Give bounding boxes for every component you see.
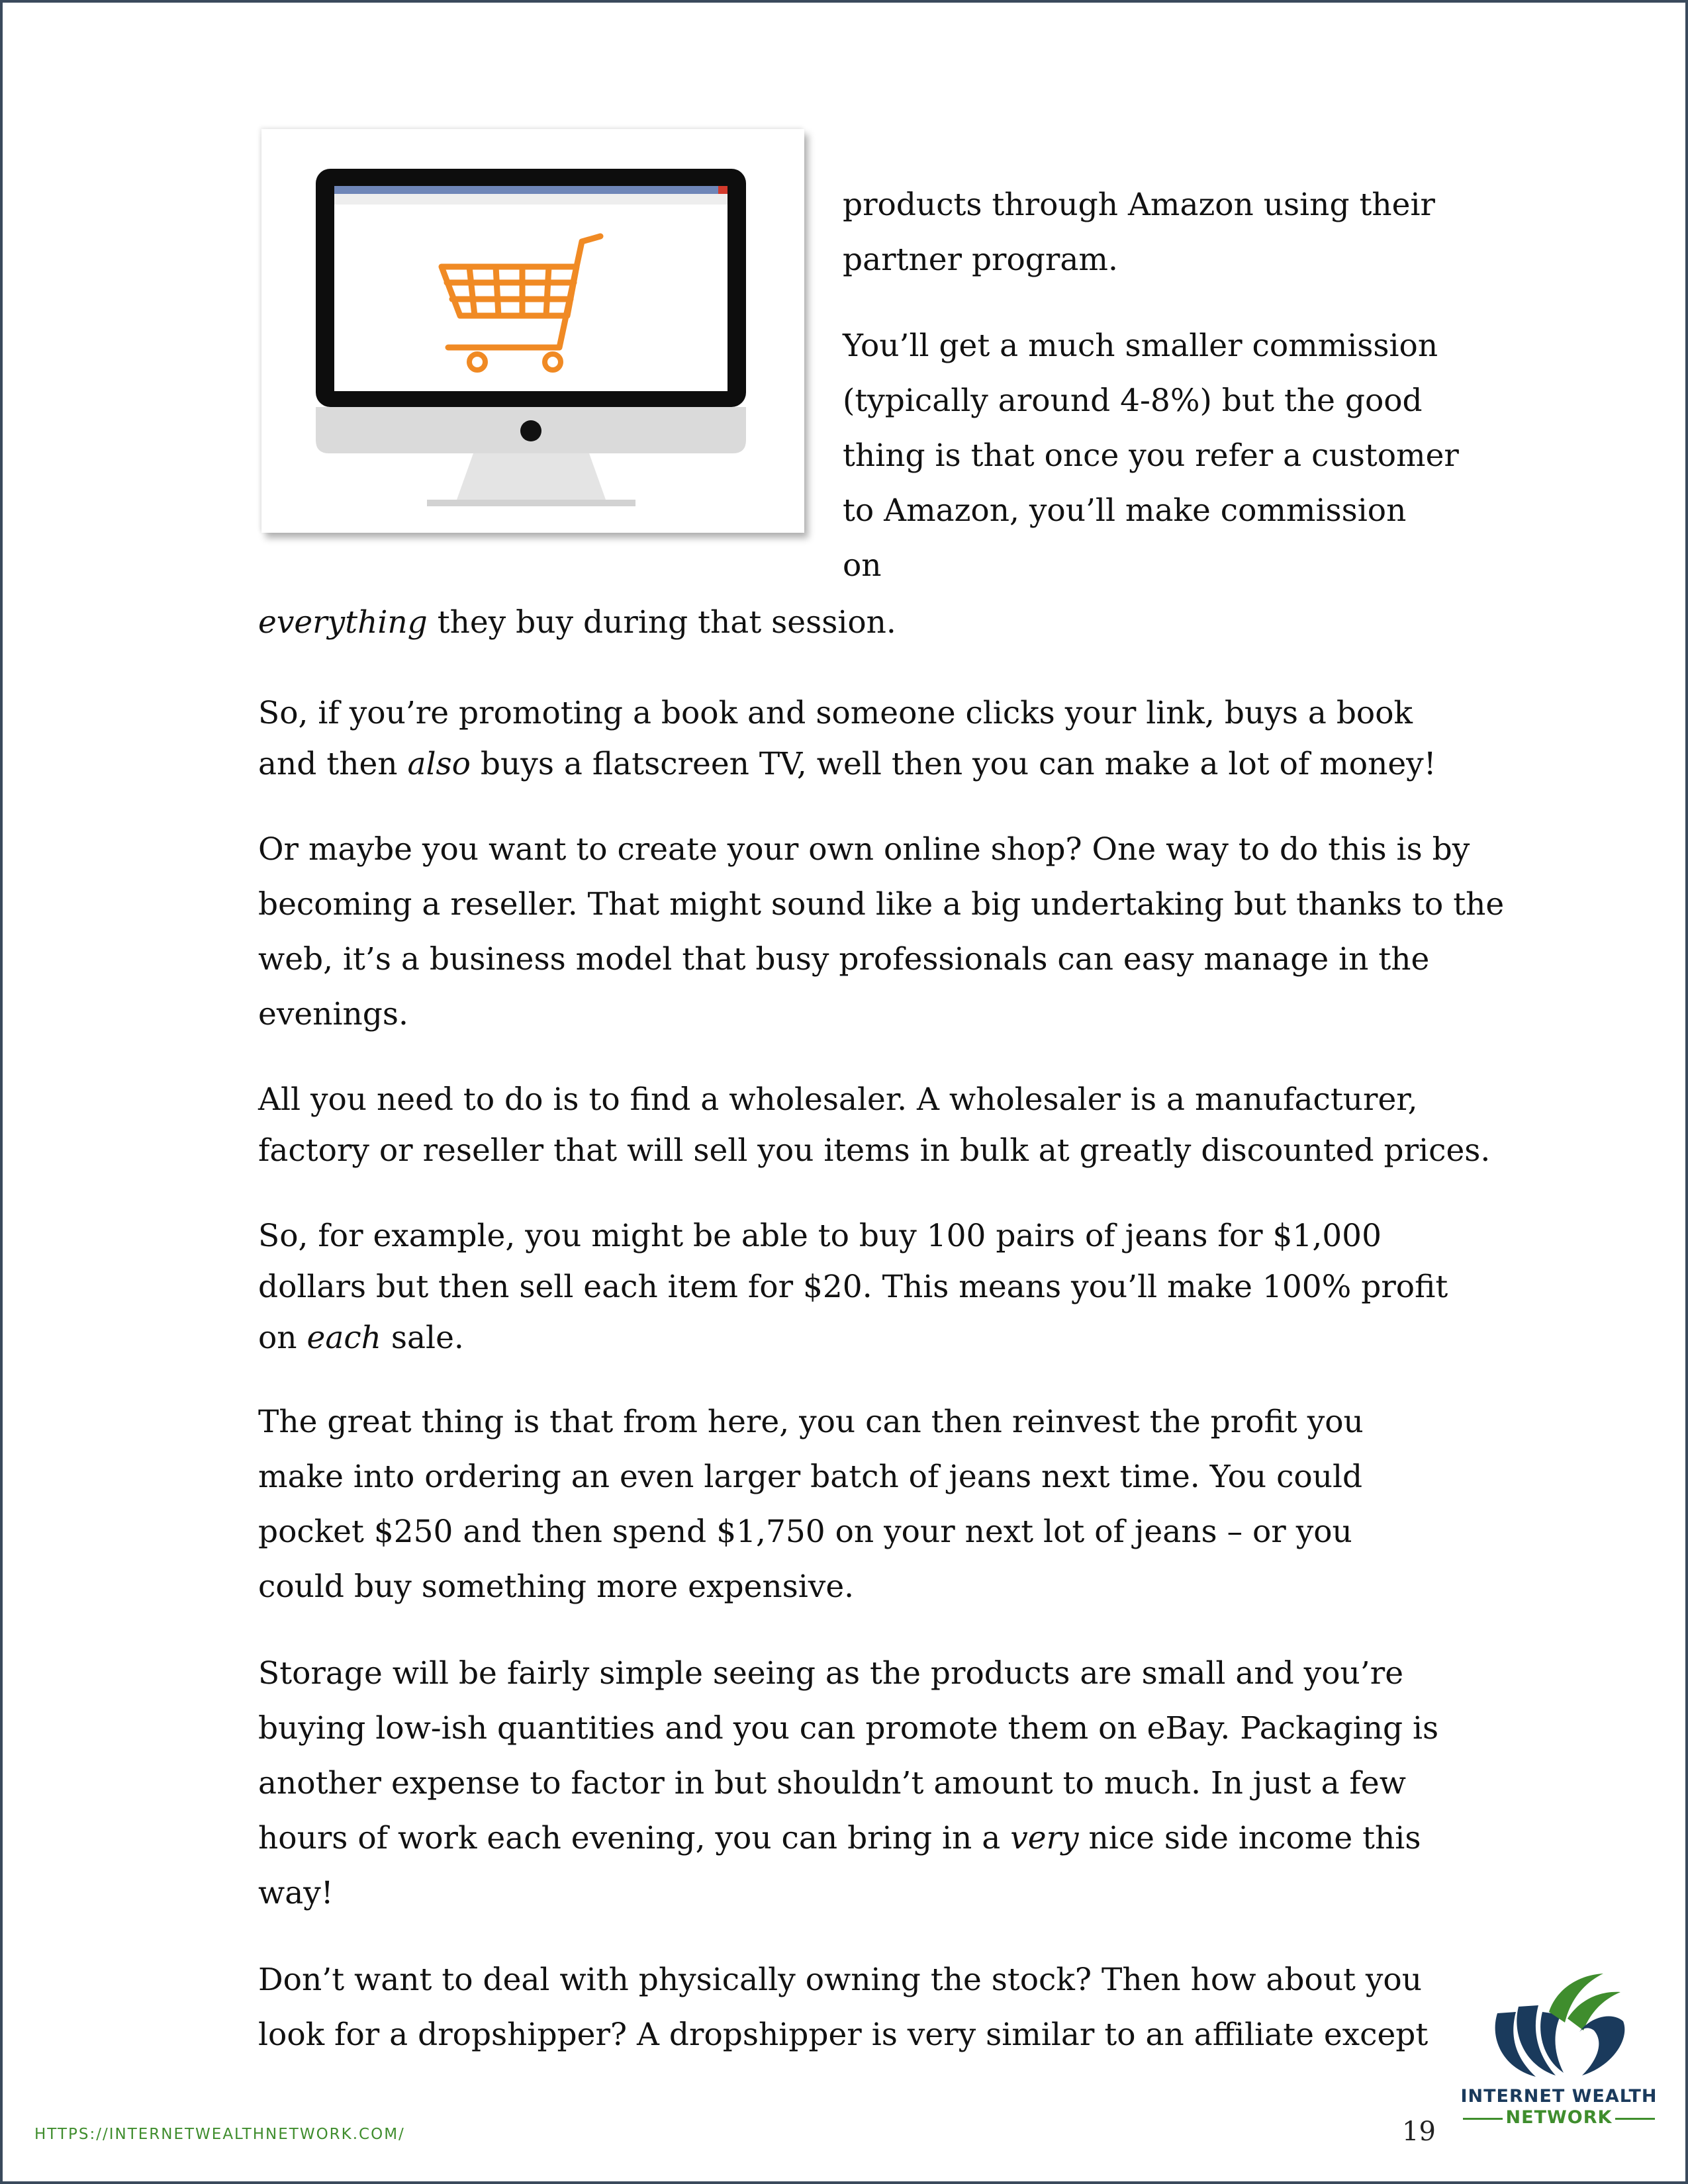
paragraph-text: and then [258,746,408,782]
page-number: 19 [1402,2116,1436,2147]
paragraph-line: Don’t want to deal with physically owning the stock? Then how about you [258,1962,1422,1998]
logo-swoosh-icon [1450,1959,1668,2085]
emphasis-text: also [407,746,471,782]
paragraph-text: hours of work each evening, you can bring in a [258,1820,1011,1856]
paragraph-line: to Amazon, you’ll make commission [843,492,1407,529]
paragraph-line: web, it’s a business model that busy professionals can easy manage in the [258,941,1430,978]
paragraph-line: buying low-ish quantities and you can promote them on eBay. Packaging is [258,1710,1439,1747]
paragraph-line: (typically around 4-8%) but the good [843,383,1423,419]
monitor-camera [520,420,541,441]
paragraph-line: partner program. [843,242,1118,278]
paragraph-line [258,1811,1421,1866]
paragraph-line: All you need to do is to find a wholesaler. A wholesaler is a manufacturer, [258,1081,1418,1118]
paragraph-line: Or maybe you want to create your own online shop? One way to do this is by [258,831,1470,868]
paragraph-text: they buy during that session. [427,604,896,641]
paragraph-text: nice side income this [1078,1820,1421,1856]
paragraph-line: becoming a reseller. That might sound like a big undertaking but thanks to the [258,886,1505,923]
paragraph-line: look for a dropshipper? A dropshipper is very similar to an affiliate except [258,2017,1429,2053]
emphasis-text: very [1010,1820,1079,1856]
paragraph-line [258,1312,464,1363]
logo-text: INTERNET WEALTH [1460,2086,1658,2107]
browser-close-icon [718,186,727,194]
paragraph-line: thing is that once you refer a customer [843,437,1459,474]
paragraph-line [258,739,1436,790]
logo-text: NETWORK [1505,2107,1613,2128]
emphasis-text: each [306,1320,381,1356]
logo-divider [1615,2118,1655,2120]
paragraph-line: So, if you’re promoting a book and someone clicks your link, buys a book [258,695,1413,731]
shopping-cart-on-monitor-icon [261,129,804,533]
browser-title-bar [334,186,727,194]
footer-url-link[interactable]: HTTPS://INTERNETWEALTHNETWORK.COM/ [34,2126,405,2143]
paragraph-line: evenings. [258,996,408,1032]
paragraph-line: You’ll get a much smaller commission [843,328,1438,364]
paragraph-line: on [843,547,882,584]
paragraph-line: factory or reseller that will sell you items in bulk at greatly discounted prices. [258,1132,1491,1169]
shopping-cart-illustration [261,129,804,533]
paragraph-line: products through Amazon using their [843,187,1435,223]
paragraph-text: sale. [381,1320,464,1356]
monitor-screen [334,186,727,391]
paragraph-line: could buy something more expensive. [258,1569,855,1605]
paragraph-line: pocket $250 and then spend $1,750 on your next lot of jeans – or you [258,1514,1352,1550]
paragraph-line: way! [258,1875,334,1911]
paragraph-line: The great thing is that from here, you can then reinvest the profit you [258,1404,1364,1440]
paragraph-line: another expense to factor in but shouldn’t amount to much. In just a few [258,1765,1406,1801]
emphasis-text: everything [258,604,428,641]
monitor-base [427,500,635,506]
paragraph-text: buys a flatscreen TV, well then you can make a lot of money! [470,746,1436,782]
paragraph-line: So, for example, you might be able to buy 100 pairs of jeans for $1,000 [258,1218,1382,1254]
internet-wealth-network-logo [1450,1959,1668,2158]
browser-toolbar [334,194,727,205]
paragraph-text: on [258,1320,307,1356]
paragraph-line: dollars but then sell each item for $20. This means you’ll make 100% profit [258,1269,1448,1305]
monitor-stand [457,453,606,500]
paragraph-line: make into ordering an even larger batch of jeans next time. You could [258,1459,1363,1495]
paragraph-line: Storage will be fairly simple seeing as the products are small and you’re [258,1655,1404,1692]
paragraph-line [258,595,896,650]
